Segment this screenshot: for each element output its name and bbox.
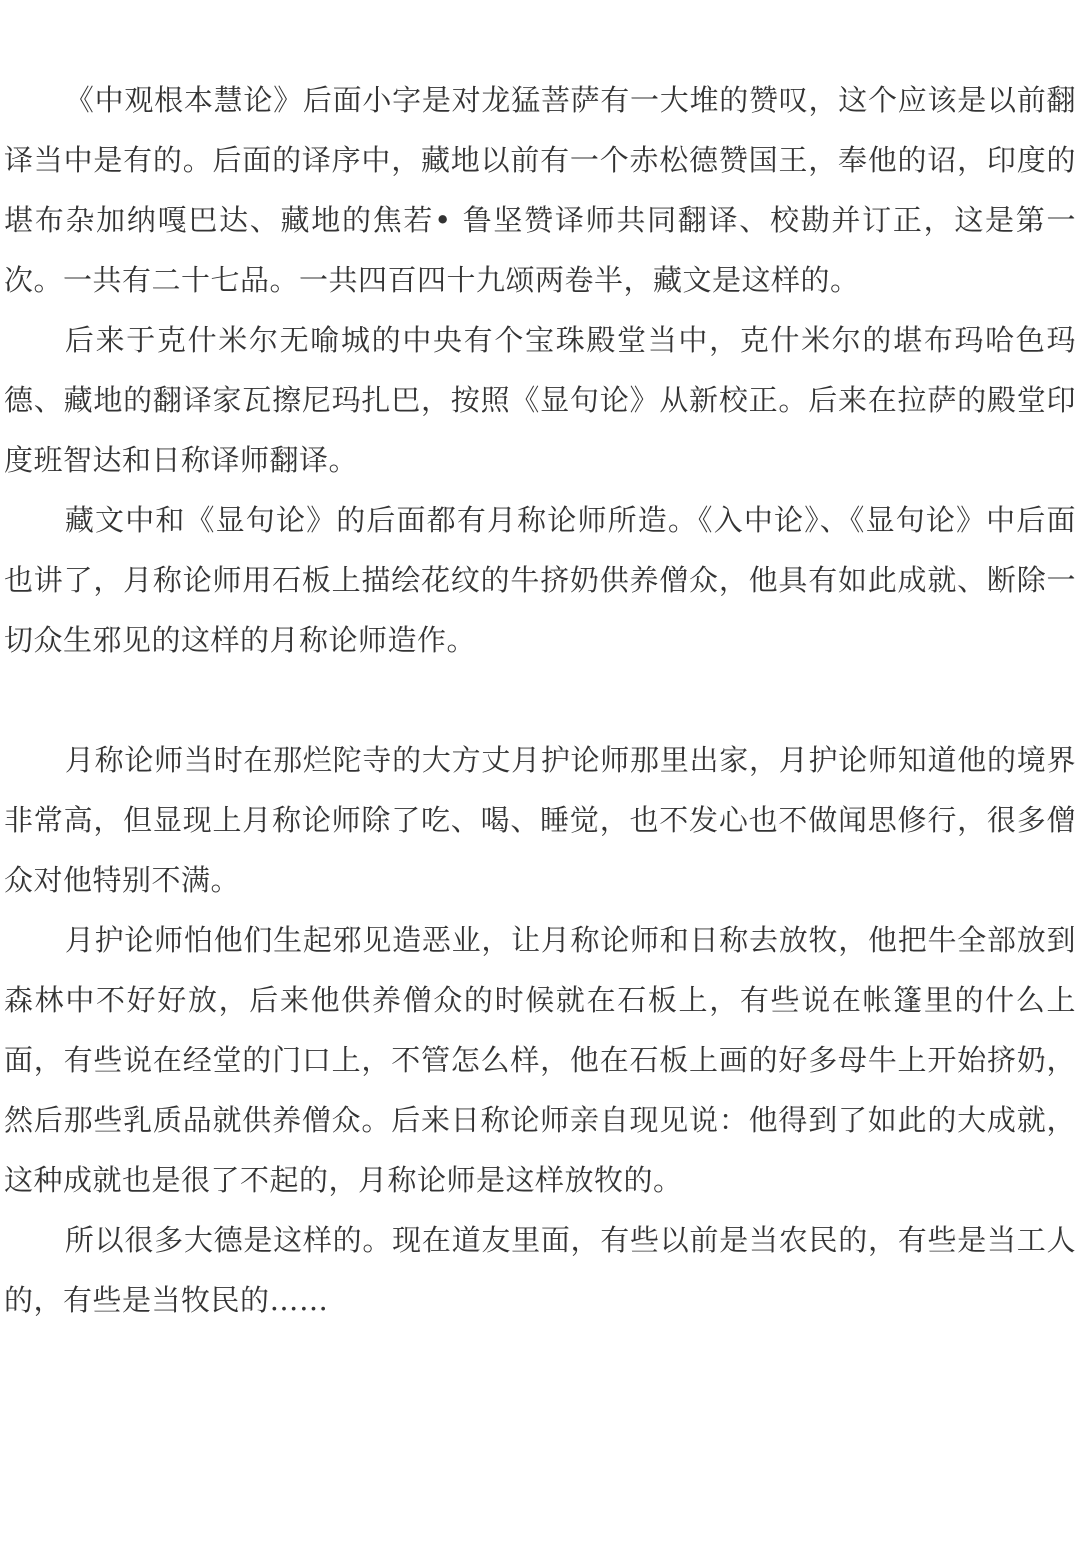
paragraph: 月护论师怕他们生起邪见造恶业，让月称论师和日称去放牧，他把牛全部放到森林中不好好放，后来他供养僧众的时候就在石板上，有些说在帐篷里的什么上面，有些说在经堂的门口上，不管怎么样，他在石板上画的好多母牛上开始挤奶，然后那些乳质品就供养僧众。后来日称论师亲自现见说：他得到了如此的大成就，这种成就也是很了不起的，月称论师是这样放牧的。 (4, 923, 1076, 1197)
section-spacer (4, 670, 1076, 730)
paragraph: 所以很多大德是这样的。现在道友里面，有些以前是当农民的，有些是当工人的，有些是当牧民的…… (4, 1223, 1076, 1317)
paragraph: 月称论师当时在那烂陀寺的大方丈月护论师那里出家，月护论师知道他的境界非常高，但显现上月称论师除了吃、喝、睡觉，也不发心也不做闻思修行，很多僧众对他特别不满。 (4, 743, 1076, 897)
paragraph: 藏文中和《显句论》的后面都有月称论师所造。《入中论》、《显句论》中后面也讲了，月称论师用石板上描绘花纹的牛挤奶供养僧众，他具有如此成就、断除一切众生邪见的这样的月称论师造作。 (4, 503, 1076, 657)
article-body (0, 70, 1080, 1330)
paragraph: 《中观根本慧论》后面小字是对龙猛菩萨有一大堆的赞叹，这个应该是以前翻译当中是有的。后面的译序中，藏地以前有一个赤松德赞国王，奉他的诏，印度的堪布杂加纳嘎巴达、藏地的焦若• 鲁坚赞译师共同翻译、校勘并订正，这是第一次。一共有二十七品。一共四百四十九颂两卷半，藏文是这样的。 (4, 83, 1076, 297)
paragraph: 后来于克什米尔无喻城的中央有个宝珠殿堂当中，克什米尔的堪布玛哈色玛德、藏地的翻译家瓦擦尼玛扎巴，按照《显句论》从新校正。后来在拉萨的殿堂印度班智达和日称译师翻译。 (4, 323, 1076, 477)
